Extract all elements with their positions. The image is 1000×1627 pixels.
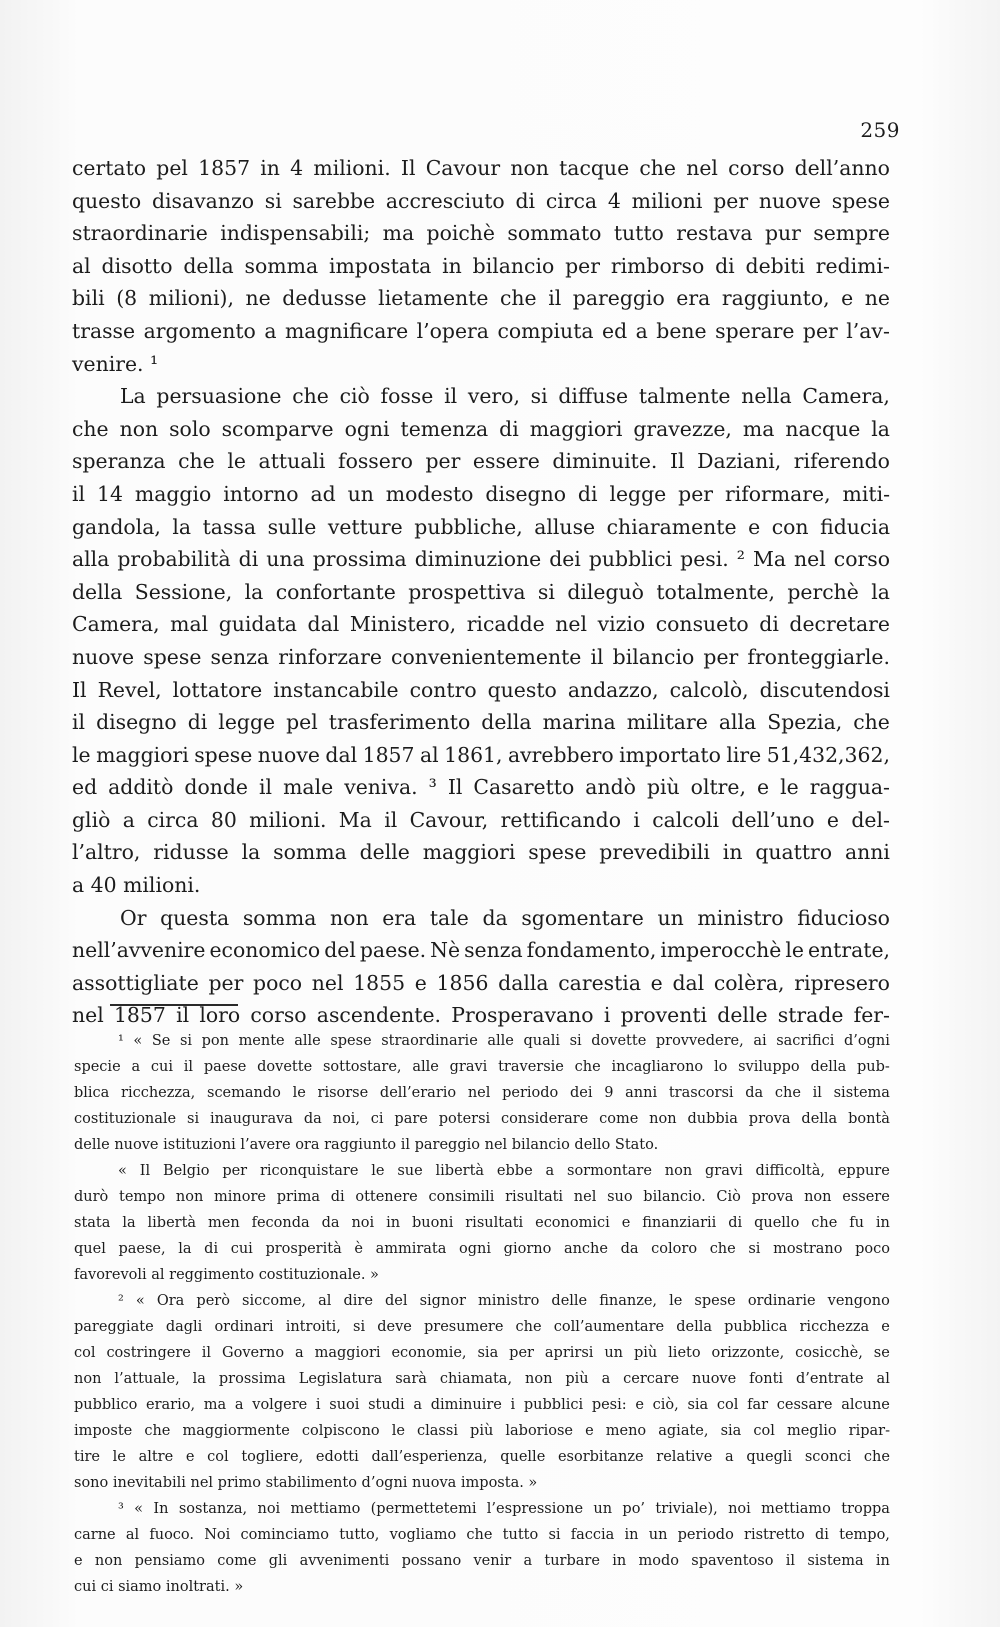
text-line: speranza che le attuali fossero per essere diminuite. Il Daziani, riferendo	[72, 449, 890, 474]
footnote-line: e non pensiamo come gli avvenimenti possano venir a turbare in modo spaventoso il sistema in	[74, 1553, 890, 1569]
text-line: al disotto della somma impostata in bilancio per rimborso di debiti redimi-	[72, 253, 890, 278]
text-line: nuove spese senza rinforzare convenientemente il bilancio per fronteggiarle.	[72, 644, 890, 669]
footnote-line: ² « Ora però siccome, al dire del signor ministro delle finanze, le spese ordinarie vengono	[118, 1293, 890, 1309]
text-line: nel 1857 il loro corso ascendente. Prosperavano i proventi delle strade fer-	[72, 1003, 890, 1028]
footnotes	[74, 1028, 890, 1600]
text-line: il disegno di legge pel trasferimento della marina militare alla Spezia, che	[72, 710, 890, 735]
footnote-separator	[110, 1004, 238, 1006]
text-line: questo disavanzo si sarebbe accresciuto di circa 4 milioni per nuove spese	[72, 188, 890, 213]
footnote-line: durò tempo non minore prima di ottenere consimili risultati nel suo bilancio. Ciò prova non essere	[74, 1189, 890, 1205]
footnote-line: specie a cui il paese dovette sottostare, alle gravi traversie che incagliarono lo sviluppo della pub-	[74, 1059, 890, 1075]
footnote-line: non l’attuale, la prossima Legislatura sarà chiamata, non più a cercare nuove fonti d’entrate al	[74, 1371, 890, 1387]
footnote-line: ³ « In sostanza, noi mettiamo (permettetemi l’espressione un po’ triviale), noi mettiamo troppa	[118, 1501, 890, 1517]
text-line: della Sessione, la confortante prospettiva si dileguò totalmente, perchè la	[72, 579, 890, 604]
footnote-line: delle nuove istituzioni l’avere ora raggiunto il pareggio nel bilancio dello Stato.	[74, 1137, 659, 1153]
page-number: 259	[860, 118, 900, 142]
footnote-line: pareggiate dagli ordinari introiti, si deve presumere che coll’aumentare della pubblica ricchezza e	[74, 1319, 890, 1335]
footnote-line: col costringere il Governo a maggiori economie, sia per aprirsi un più lieto orizzonte, cosicchè, se	[74, 1345, 890, 1361]
footnote-line: pubblico erario, ma a volgere i suoi studi a diminuire i pubblici pesi: e ciò, sia col far cessare alcune	[74, 1397, 890, 1413]
text-line: venire. ¹	[72, 351, 159, 376]
text-line: gandola, la tassa sulle vetture pubbliche, alluse chiaramente e con fiducia	[72, 514, 890, 539]
text-line: ed additò donde il male veniva. ³ Il Casaretto andò più oltre, e le ragguа-	[72, 775, 890, 800]
text-line: a 40 milioni.	[72, 873, 201, 898]
text-line: bili (8 milioni), ne dedusse lietamente che il pareggio era raggiunto, e ne	[72, 286, 890, 311]
footnote-line: tire le altre e col togliere, edotti dall’esperienza, quelle esorbitanze relative a quegli sconci che	[74, 1449, 890, 1465]
text-line: che non solo scomparve ogni temenza di maggiori gravezze, ma nacque la	[72, 416, 890, 441]
text-line: straordinarie indispensabili; ma poichè sommato tutto restava pur sempre	[72, 221, 890, 246]
text-line: La persuasione che ciò fosse il vero, si diffuse talmente nella Camera,	[120, 384, 890, 409]
text-line: Or questa somma non era tale da sgomentare un ministro fiducioso	[120, 905, 890, 930]
footnote-line: costituzionale si inaugurava da noi, ci pare potersi considerare come non dubbia prova della bontà	[74, 1111, 890, 1127]
main-text	[72, 152, 890, 1032]
footnote-line: ¹ « Se si pon mente alle spese straordinarie alle quali si dovette provvedere, ai sacrifici d’ogni	[118, 1033, 890, 1049]
text-line: nell’avvenire economico del paese. Nè senza fondamento, imperocchè le entrate,	[72, 938, 890, 963]
text-line: Il Revel, lottatore instancabile contro questo andazzo, calcolò, discutendosi	[72, 677, 890, 702]
text-line: il 14 maggio intorno ad un modesto disegno di legge per riformare, miti-	[72, 481, 890, 506]
footnote-line: sono inevitabili nel primo stabilimento d’ogni nuova imposta. »	[74, 1475, 538, 1491]
text-line: l’altro, ridusse la somma delle maggiori spese prevedibili in quattro anni	[72, 840, 890, 865]
footnote-line: favorevoli al reggimento costituzionale. »	[74, 1267, 379, 1283]
text-line: trasse argomento a magnificare l’opera compiuta ed a bene sperare per l’av-	[72, 318, 890, 343]
footnote-line: blica ricchezza, scemando le risorse dell’erario nel periodo dei 9 anni trascorsi da che il sistema	[74, 1085, 890, 1101]
text-line: gliò a circa 80 milioni. Ma il Cavour, rettificando i calcoli dell’uno e del-	[72, 807, 890, 832]
text-line: certato pel 1857 in 4 milioni. Il Cavour non tacque che nel corso dell’anno	[72, 156, 890, 180]
text-line: Camera, mal guidata dal Ministero, ricadde nel vizio consueto di decretare	[72, 612, 890, 637]
footnote-line: cui ci siamo inoltrati. »	[74, 1579, 244, 1595]
footnote-line: stata la libertà men feconda da noi in buoni risultati economici e finanziarii di quello che fu in	[74, 1215, 890, 1231]
footnote-line: quel paese, la di cui prosperità è ammirata ogni giorno anche da coloro che si mostrano poco	[74, 1241, 890, 1257]
text-line: assottigliate per poco nel 1855 e 1856 dalla carestia e dal colèra, ripresero	[72, 970, 890, 995]
text-line: le maggiori spese nuove dal 1857 al 1861, avrebbero importato lire 51,432,362,	[72, 742, 890, 767]
footnote-line: imposte che maggiormente colpiscono le classi più laboriose e meno agiate, sia col meglio ripar-	[74, 1423, 890, 1439]
footnote-line: « Il Belgio per riconquistare le sue libertà ebbe a sormontare non gravi difficoltà, eppure	[118, 1163, 890, 1179]
text-line: alla probabilità di una prossima diminuzione dei pubblici pesi. ² Ma nel corso	[72, 547, 890, 572]
footnote-line: carne al fuoco. Noi cominciamo tutto, vogliamo che tutto si faccia in un periodo ristretto di tempo,	[74, 1527, 890, 1543]
